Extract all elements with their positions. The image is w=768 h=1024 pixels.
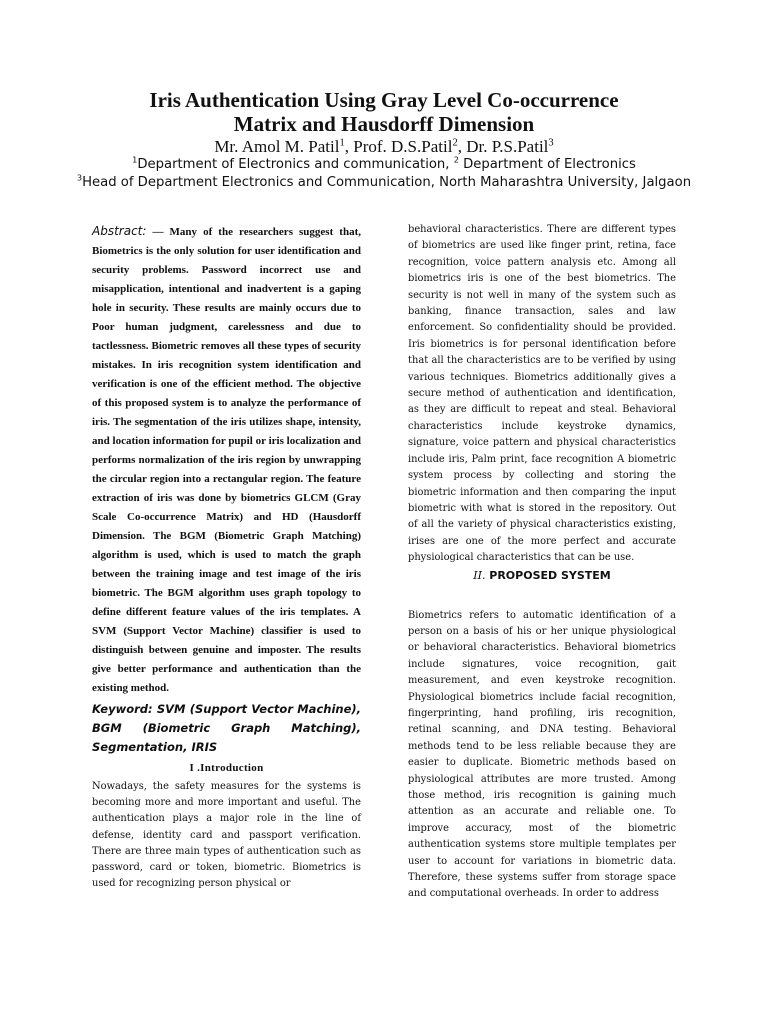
affiliation-mark: 2 [453,154,459,165]
affiliation-mark: 3 [76,172,83,183]
spacer [408,584,676,608]
introduction-paragraph: Nowadays, the safety measures for the systems is becoming more and more important and useful. The authentication plays a major role in the line of defense, identity card and passport verification. There are three main types of authentication such as password, card or token, biometric. Biometrics is used for recognizing person physical or [92,781,361,890]
paper-title [60,88,708,136]
keywords: Keyword: SVM (Support Vector Machine), BGM (Biometric Graph Matching), Segmentation, IRIS [92,702,361,754]
section-heading-introduction: I .Introduction [189,762,264,774]
abstract [92,222,361,698]
title-line-1: Iris Authentication Using Gray Level Co-occurrence [149,88,619,112]
section-number: II. [473,568,486,582]
author-list [60,137,708,157]
section-heading-proposed-system [408,568,676,584]
author-1-mark: 1 [339,137,345,149]
author-1: Mr. Amol M. Patil [214,137,340,156]
affiliation-line-2 [70,174,698,192]
author-separator: , [457,137,467,156]
affiliation-text: Department of Electronics and communication, [137,157,454,172]
author-3-mark: 3 [548,137,554,149]
body-paragraph-2: Biometrics refers to automatic identification of a person on a basis of his or her unique physiological or behavioral characteristics. Behavioral biometrics include signatures, voice recognition, gait measurement, and even keystroke recognition. Physiological biometrics include facial recognition, fingerprinting, hand profiling, iris recognition, retinal scanning, and DNA testing. Behavioral methods tend to be less reliable because they are easier to duplicate. Biometric methods based on physiological attributes are more trusted. Among those method, iris recognition is gaining much attention as an accurate and reliable one. To improve accuracy, most of the biometric authentication systems store multiple templates per user to account for variations in biometric data. Therefore, these systems suffer from storage space and computational overheads. In order to address [408,609,676,900]
author-2-mark: 2 [452,137,458,149]
author-separator: , [344,137,354,156]
abstract-text: — Many of the researchers suggest that, Biometrics is the only solution for user identification and security problems. Password incorrect use and misapplication, intentional and inadvertent is a gaping hole in security. These results are mainly occurs due to Poor human judgment, carelessness and due to tactlessness. Biometric removes all these types of security mistakes. In iris recognition system identification and verification is one of the efficient method. The objective of this proposed system is to analyze the performance of iris. The segmentation of the iris utilizes shape, intensity, and location information for pupil or iris localization and performs normalization of the iris region by unwrapping the circular region into a rectangular region. The feature extraction of iris was done by biometrics GLCM (Gray Scale Co-occurrence Matrix) and HD (Hausdorff Dimension. The BGM (Biometric Graph Matching) algorithm is used, which is used to match the graph between the training image and test image of the iris biometric. The BGM algorithm uses graph topology to define different feature values of the iris templates. A SVM (Support Vector Machine) classifier is used to distinguish between genuine and imposter. The results give better performance and authentication than the existing method. [92,226,361,694]
section-title: PROPOSED SYSTEM [485,568,611,582]
body-paragraph-1: behavioral characteristics. There are different types of biometrics are used like finger print, retina, face recognition, voice pattern analysis etc. Among all biometrics iris is one of the best biometrics. The security is not well in many of the system such as banking, finance transaction, sales and law enforcement. So confidentiality should be provided. Iris biometrics is for personal identification before that all the characteristics are to be verified by using various techniques. Biometrics additionally gives a secure method of authentication and identification, as they are difficult to repeat and steal. Behavioral characteristics include keystroke dynamics, signature, voice pattern and physical characteristics include iris, Palm print, face recognition A biometric system process by collecting and storing the biometric information and then comparing the input biometric with what is stored in the repository. Out of all the variety of physical characteristics existing, irises are one of the more perfect and accurate physiological characteristics that can be use. [408,224,676,564]
title-line-2: Matrix and Hausdorff Dimension [233,112,535,136]
left-column [92,222,361,892]
affiliation-line-1 [70,156,698,174]
author-2: Prof. D.S.Patil [353,137,453,156]
affiliation-text: Head of Department Electronics and Communication, North Maharashtra University, Jalgaon [82,175,692,190]
affiliation-text: Department of Electronics [458,157,636,172]
right-column [408,222,676,903]
author-3: Dr. P.S.Patil [466,137,549,156]
abstract-label: Abstract: [92,224,147,238]
affiliation-mark: 1 [132,154,138,165]
